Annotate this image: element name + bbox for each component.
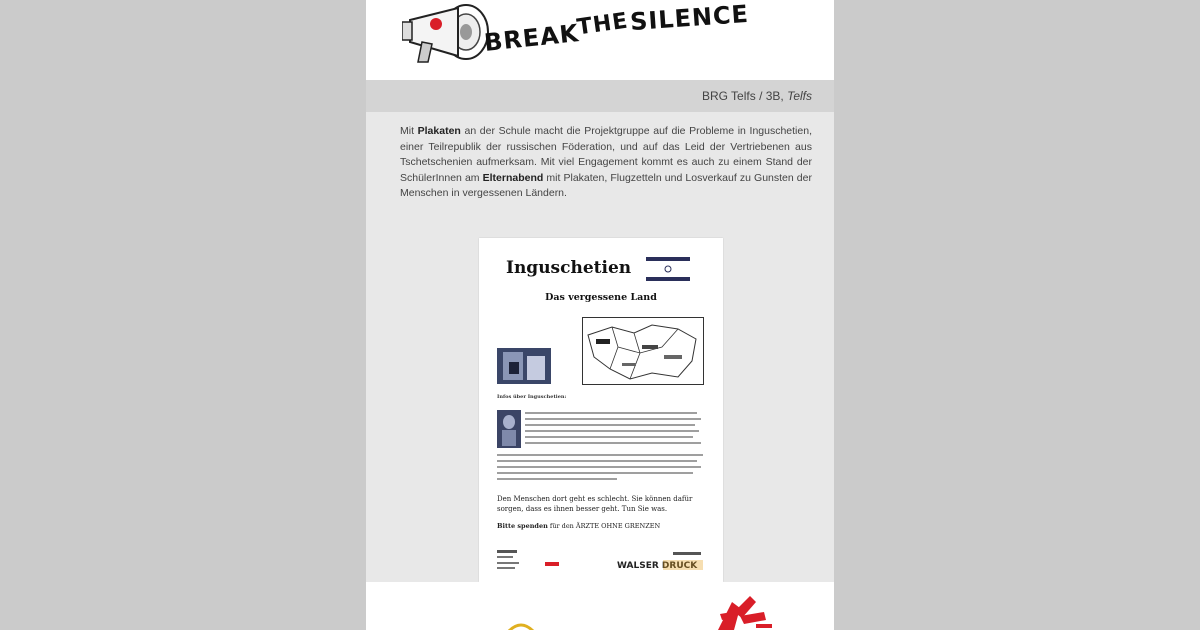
highlight-elternabend: Elternabend xyxy=(482,171,544,184)
poster-appeal-text: Den Menschen dort geht es schlecht. Sie können dafür sorgen, dass es ihnen besser geht. Tun Sie was. xyxy=(497,495,693,513)
ingush-flag-icon xyxy=(646,257,690,281)
poster-donate-text xyxy=(497,522,707,530)
photo-image xyxy=(497,348,551,384)
poster-sponsor-logos xyxy=(497,548,709,576)
megaphone-icon xyxy=(402,0,492,68)
poster-body-lines xyxy=(525,410,705,450)
poster-heading: Infos über Inguschetien: xyxy=(497,394,567,400)
title-word-the: THE xyxy=(575,8,630,41)
text-part: Mit xyxy=(400,125,418,137)
highlight-plakaten: Plakaten xyxy=(417,125,461,137)
msf-logo-icon xyxy=(710,594,780,630)
content-area xyxy=(366,112,834,582)
footer xyxy=(366,582,834,630)
poster-donate-rest: für den ÄRZTE OHNE GRENZEN xyxy=(547,522,661,530)
sponsor-logo-text: WALSER DRUCK xyxy=(617,561,698,571)
title-word-silence: SILENCE xyxy=(629,0,750,37)
info-bar xyxy=(366,80,834,112)
poster-subtitle: Das vergessene Land xyxy=(545,292,657,303)
school-name: BRG Telfs / 3B, xyxy=(701,89,788,103)
school-town: Telfs xyxy=(787,89,812,103)
description-text xyxy=(400,124,812,202)
page xyxy=(366,0,834,630)
school-label xyxy=(702,89,812,103)
header-banner xyxy=(366,0,834,80)
text-part: an der Schule macht die Projektgruppe auf die Probleme in Inguschetien, einer Teilrepublik der russischen Föderation, und auf das Leid der Vertriebenen aus Tschetschenien aufmerksam. Mit viel Engagement kommt es auch zu einem Stand der SchülerInnen am xyxy=(400,125,812,184)
partner-logo-icon xyxy=(506,622,536,630)
poster-title: Inguschetien xyxy=(506,258,632,278)
poster-donate-bold: Bitte spenden xyxy=(497,522,548,530)
map-image xyxy=(582,317,704,385)
poster-image xyxy=(479,238,723,582)
poster-body-lines xyxy=(497,452,707,486)
title-word-break: BREAK xyxy=(482,19,581,57)
photo-image xyxy=(497,410,521,448)
text-part: mit Plakaten, Flugzetteln und Losverkauf zu Gunsten der Menschen in vergessenen Ländern. xyxy=(400,171,812,199)
